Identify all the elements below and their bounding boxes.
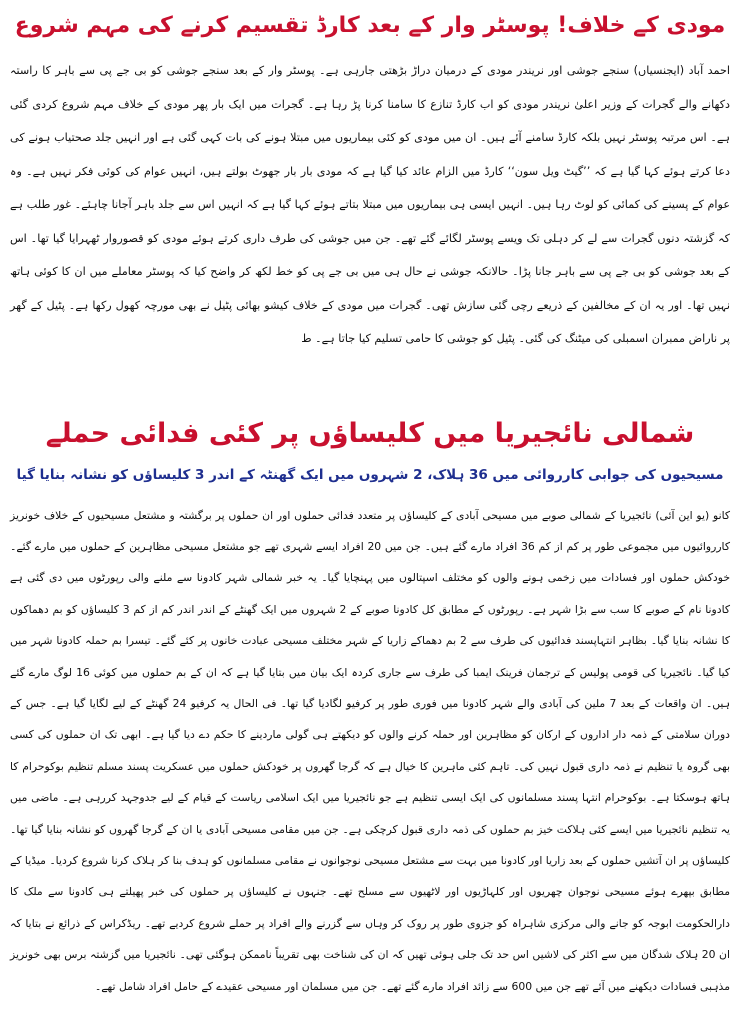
article-2-headline: شمالی نائجیریا میں کلیساؤں پر کئی فدائی حملے [45,417,695,449]
article-1-body: احمد آباد (ایجنسیاں) سنجے جوشی اور نریندر مودی کے درمیان دراڑ بڑھتی جارہی ہے۔ پوسٹر وار کے بعد سنجے جوشی کو بی جے پی سے باہر کا راستہ دکھانے والے گجرات کے وزیر اعلیٰ نریندر مودی کو اب کارڈ تنازع کا سامنا کرنا پڑ رہا ہے۔ گجرات میں ایک بار پھر مودی کے خلاف مہم شروع کردی گئی ہے۔ اس مرتبہ پوسٹر نہیں بلکہ کارڈ سامنے آئے ہیں۔ ان میں مودی کو کئی بیماریوں میں مبتلا ہونے کی بات کہی گئی ہے اور انہیں جلد صحتیاب ہونے کی دعا کرتے ہوئے کہا گیا ہے کہ ’’گیٹ ویل سون‘‘ کارڈ میں الزام عائد کیا گیا ہے کہ مودی بار بار جھوٹ بولتے ہیں، انہیں عوام کی کوئی فکر نہیں ہے۔ وہ عوام کے پسینے کی کمائی کو لوٹ رہا ہیں۔ انہیں ایسی ہی بیماریوں میں مبتلا بتاتے ہوئے کہا گیا ہے کہ انہیں اس سے جلد باہر آجانا چاہئے۔ غور طلب ہے کہ گزشتہ دنوں گجرات سے لے کر دہلی تک ویسے پوسٹر لگائے گئے تھے۔ جن میں جوشی کی طرف داری کرتے ہوئے مودی کو قصوروار ٹھہرایا گیا تھا۔ اس کے بعد جوشی کو بی جے پی سے باہر جانا پڑا۔ حالانکہ جوشی نے حال ہی میں بی جے پی کو خط لکھ کر واضح کیا کہ پوسٹر معاملے میں ان کا کوئی ہاتھ نہیں تھا۔ اور یہ ان کے مخالفین کے ذریعے رچی گئی سازش تھی۔ گجرات میں مودی کے خلاف کیشو بھائی پٹیل نے بھی مورچہ کھول رکھا ہے۔ پٹیل کے گھر پر ناراض ممبران اسمبلی کی میٹنگ کی گئی۔ پٹیل کو جوشی کا حامی تسلیم کیا جاتا ہے۔ ط [10,64,730,345]
article-modi-cards [10,6,730,356]
section-gap [10,356,730,414]
article-2-subheadline: مسیحیوں کی جوابی کارروائی میں 36 ہلاک، 2 شہروں میں ایک گھنٹہ کے اندر 3 کلیساؤں کو نشانہ بنایا گیا [16,466,724,483]
article-1-headline: مودی کے خلاف! پوسٹر وار کے بعد کارڈ تقسیم کرنے کی مہم شروع [14,13,726,38]
article-2-body: کانو (یو این آئی) نائجیریا کے شمالی صوبے میں مسیحی آبادی کے کلیساؤں پر متعدد فدائی حملوں اور ان حملوں پر برگشتہ و مشتعل مسیحیوں کے خلاف خونریز کارروائیوں میں مجموعی طور پر کم از کم 36 افراد مارے گئے ہیں۔ جن میں 20 افراد ایسے شہری تھے جو مشتعل مسیحی مظاہرین کے حملوں میں مارے گئے۔ خودکش حملوں اور فسادات میں زخمی ہونے والوں کو مختلف اسپتالوں میں پہنچایا گیا۔ یہ خبر شمالی شہر کادونا سے ملنے والی رپورٹوں میں دی گئی ہے کادونا نام کے صوبے کا سب سے بڑا شہر ہے۔ رپورٹوں کے مطابق کل کادونا صوبے کے 2 شہروں میں ایک گھنٹے کے اندر اندر کم از کم 3 کلیساؤں کو بم دھماکوں کا نشانہ بنایا گیا۔ بظاہر انتہاپسند فدائیوں کی طرف سے 2 بم دھماکے زاریا کے شہر مختلف مسیحی عبادت خانوں پر کئے گئے۔ تیسرا بم حملہ کادونا شہر میں کیا گیا۔ نائجیریا کی قومی پولیس کے ترجمان فرینک ایمبا کی طرف سے جاری کردہ ایک بیان میں بتایا گیا ہے کہ ان کے بم حملوں میں کوئی 16 لوگ مارے گئے ہیں۔ ان واقعات کے بعد 7 ملین کی آبادی والے شہر کادونا میں فوری طور پر کرفیو لگادیا گیا تھا۔ فی الحال یہ کرفیو 24 گھنٹے کے لیے لگایا گیا ہے۔ جس کے دوران سلامتی کے ذمہ دار اداروں کے ارکان کو مظاہرین اور حملہ کرنے والوں کو دیکھتے ہی گولی ماردینے کا حکم دے دیا گیا ہے۔ ابھی تک ان حملوں کی کسی بھی گروہ یا تنظیم نے ذمہ داری قبول نہیں کی۔ تاہم کئی ماہرین کا خیال ہے کہ گرجا گھروں پر خودکش حملوں میں عسکریت پسند مسلم تنظیم بوکوحرام کا ہاتھ ہوسکتا ہے۔ بوکوحرام انتہا پسند مسلمانوں کی ایک ایسی تنظیم ہے جو نائجیریا میں ایک اسلامی ریاست کے قیام کے لیے جدوجہد کررہی ہے۔ ماضی میں یہ تنظیم نائجیریا میں ایسے کئی ہلاکت خیز بم حملوں کی ذمہ داری قبول کرچکی ہے۔ جن میں مقامی مسیحی آبادی یا ان کے گرجا گھروں کو نشانہ بنایا گیا تھا۔ کلیساؤں پر ان آتشیں حملوں کے بعد زاریا اور کادونا میں بہت سے مشتعل مسیحی نوجوانوں نے مقامی مسلمانوں کو ہدف بنا کر ہلاک کرنا شروع کردیا۔ میڈیا کے مطابق بپھرے ہوئے مسیحی نوجوان چھریوں اور کلہاڑیوں اور لاٹھیوں سے مسلح تھے۔ جنہوں نے کلیساؤں پر حملوں کی خبر پھیلتے ہی کادونا سے ملک کا دارالحکومت ابوجہ کو جانے والی مرکزی شاہراہ کو جزوی طور پر روک کر وہاں سے گزرنے والے افراد پر حملے شروع کردیے تھے۔ ریڈکراس کے ذرائع نے بتایا کہ ان 20 ہلاک شدگان میں سے اکثر کی لاشیں اس حد تک جلی ہوئی تھیں کہ ان کی شناخت بھی تقریباً ناممکن ہوگئی تھی۔ نائجیریا میں گزشتہ برس بھی خونریز مذہبی فسادات دیکھنے میں آئے تھے جن میں 600 سے زائد افراد مارے گئے تھے۔ جن میں مسلمان اور مسیحی عقیدے کے حامل افراد شامل تھے۔ [10,508,731,993]
article-nigeria-attacks [10,414,730,1003]
